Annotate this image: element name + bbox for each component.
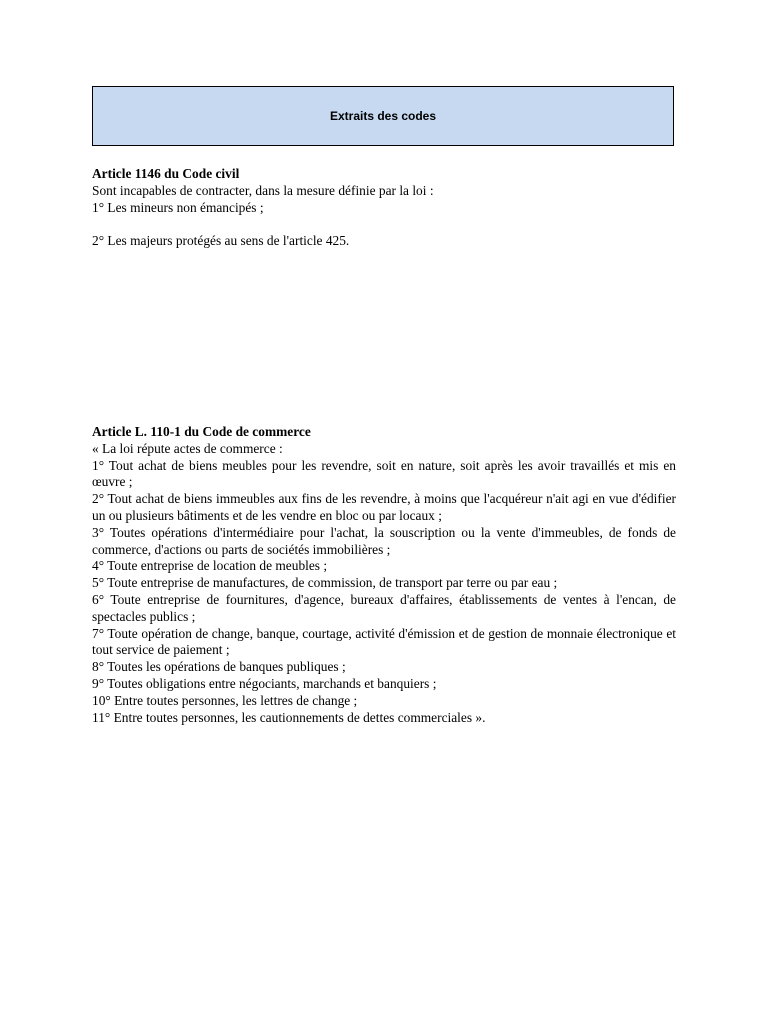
- article-intro: « La loi répute actes de commerce :: [92, 440, 283, 456]
- article-code-civil: [92, 166, 676, 250]
- header-box: [92, 86, 674, 146]
- article-intro: Sont incapables de contracter, dans la mesure définie par la loi :: [92, 182, 434, 198]
- article-item: 7° Toute opération de change, banque, courtage, activité d'émission et de gestion de monnaie électronique et tout service de paiement ;: [92, 625, 676, 658]
- article-item: 1° Tout achat de biens meubles pour les revendre, soit en nature, soit après les avoir travaillés et mis en œuvre ;: [92, 457, 676, 490]
- article-item: 11° Entre toutes personnes, les cautionnements de dettes commerciales ».: [92, 709, 486, 725]
- article-item: 8° Toutes les opérations de banques publiques ;: [92, 659, 346, 675]
- article-title: Article 1146 du Code civil: [92, 166, 240, 181]
- article-item: 9° Toutes obligations entre négociants, marchands et banquiers ;: [92, 675, 437, 691]
- article-item: 6° Toute entreprise de fournitures, d'agence, bureaux d'affaires, établissements de ventes à l'encan, de spectacles publics ;: [92, 591, 676, 624]
- article-item: 2° Tout achat de biens immeubles aux fins de les revendre, à moins que l'acquéreur n'ait agi en vue d'édifier un ou plusieurs bâtiments et de les vendre en bloc ou par locaux ;: [92, 491, 676, 523]
- article-code-commerce: [92, 424, 676, 726]
- header-title: Extraits des codes: [329, 109, 437, 123]
- article-title: Article L. 110-1 du Code de commerce: [92, 424, 311, 439]
- article-item: 5° Toute entreprise de manufactures, de commission, de transport par terre ou par eau ;: [92, 575, 558, 591]
- article-item: 10° Entre toutes personnes, les lettres de change ;: [92, 692, 358, 708]
- article-item: 3° Toutes opérations d'intermédiaire pour l'achat, la souscription ou la vente d'immeubles, de fonds de commerce, d'actions ou parts de sociétés immobilières ;: [92, 524, 676, 557]
- article-item: 1° Les mineurs non émancipés ;: [92, 199, 264, 215]
- article-item: 2° Les majeurs protégés au sens de l'article 425.: [92, 233, 350, 249]
- article-item: 4° Toute entreprise de location de meubles ;: [92, 558, 328, 574]
- paragraph-spacer: [92, 216, 676, 233]
